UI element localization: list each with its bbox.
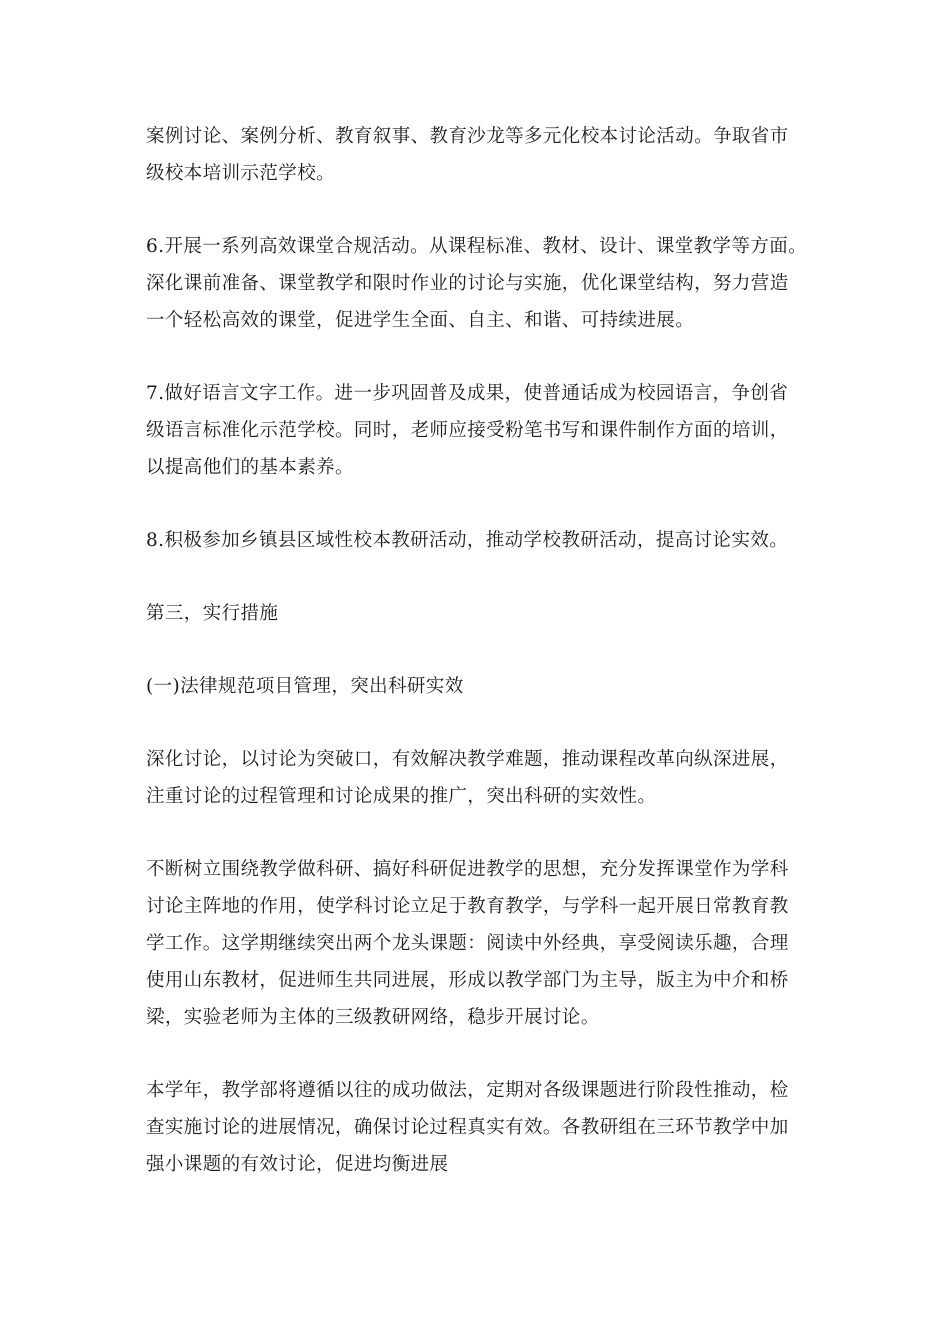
text-line: 查实施讨论的进展情况，确保讨论过程真实有效。各教研组在三环节教学中加 <box>146 1117 789 1138</box>
paragraph-deepen-discussion <box>146 741 810 815</box>
text-line: 以提高他们的基本素养。 <box>146 457 354 478</box>
section-heading-measures <box>146 595 810 632</box>
document-page <box>146 118 810 1219</box>
text-line: 6.开展一系列高效课堂合规活动。从课程标准、教材、设计、课堂教学等方面。 <box>146 236 808 257</box>
paragraph-item-6 <box>146 228 810 339</box>
subsection-heading-1 <box>146 668 810 705</box>
text-line: 一个轻松高效的课堂，促进学生全面、自主、和谐、可持续进展。 <box>146 310 695 331</box>
paragraph-this-year <box>146 1072 810 1183</box>
heading-text: 第三，实行措施 <box>146 603 279 624</box>
text-line: 深化课前准备、课堂教学和限时作业的讨论与实施，优化课堂结构，努力营造 <box>146 273 789 294</box>
text-line: 不断树立围绕教学做科研、搞好科研促进教学的思想，充分发挥课堂作为学科 <box>146 859 789 880</box>
text-line: 注重讨论的过程管理和讨论成果的推广，突出科研的实效性。 <box>146 786 657 807</box>
heading-text: (一)法律规范项目管理，突出科研实效 <box>146 676 464 697</box>
text-line: 讨论主阵地的作用，使学科讨论立足于教育教学，与学科一起开展日常教育教 <box>146 896 789 917</box>
text-line: 强小课题的有效讨论，促进均衡进展 <box>146 1154 449 1175</box>
paragraph-school-training <box>146 118 810 192</box>
paragraph-research-teaching <box>146 851 810 1036</box>
text-line: 级校本培训示范学校。 <box>146 163 336 184</box>
text-line: 级语言标准化示范学校。同时，老师应接受粉笔书写和课件制作方面的培训， <box>146 420 789 441</box>
text-line: 7.做好语言文字工作。进一步巩固普及成果，使普通话成为校园语言，争创省 <box>146 383 789 404</box>
text-line: 梁，实验老师为主体的三级教研网络，稳步开展讨论。 <box>146 1007 600 1028</box>
text-line: 学工作。这学期继续突出两个龙头课题：阅读中外经典，享受阅读乐趣，合理 <box>146 933 789 954</box>
text-line: 8.积极参加乡镇县区域性校本教研活动，推动学校教研活动，提高讨论实效。 <box>146 530 789 551</box>
text-line: 案例讨论、案例分析、教育叙事、教育沙龙等多元化校本讨论活动。争取省市 <box>146 126 789 147</box>
text-line: 使用山东教材，促进师生共同进展，形成以教学部门为主导，版主为中介和桥 <box>146 970 789 991</box>
text-line: 深化讨论，以讨论为突破口，有效解决教学难题，推动课程改革向纵深进展， <box>146 749 789 770</box>
text-line: 本学年，教学部将遵循以往的成功做法，定期对各级课题进行阶段性推动，检 <box>146 1080 789 1101</box>
paragraph-item-8 <box>146 522 810 559</box>
paragraph-item-7 <box>146 375 810 486</box>
